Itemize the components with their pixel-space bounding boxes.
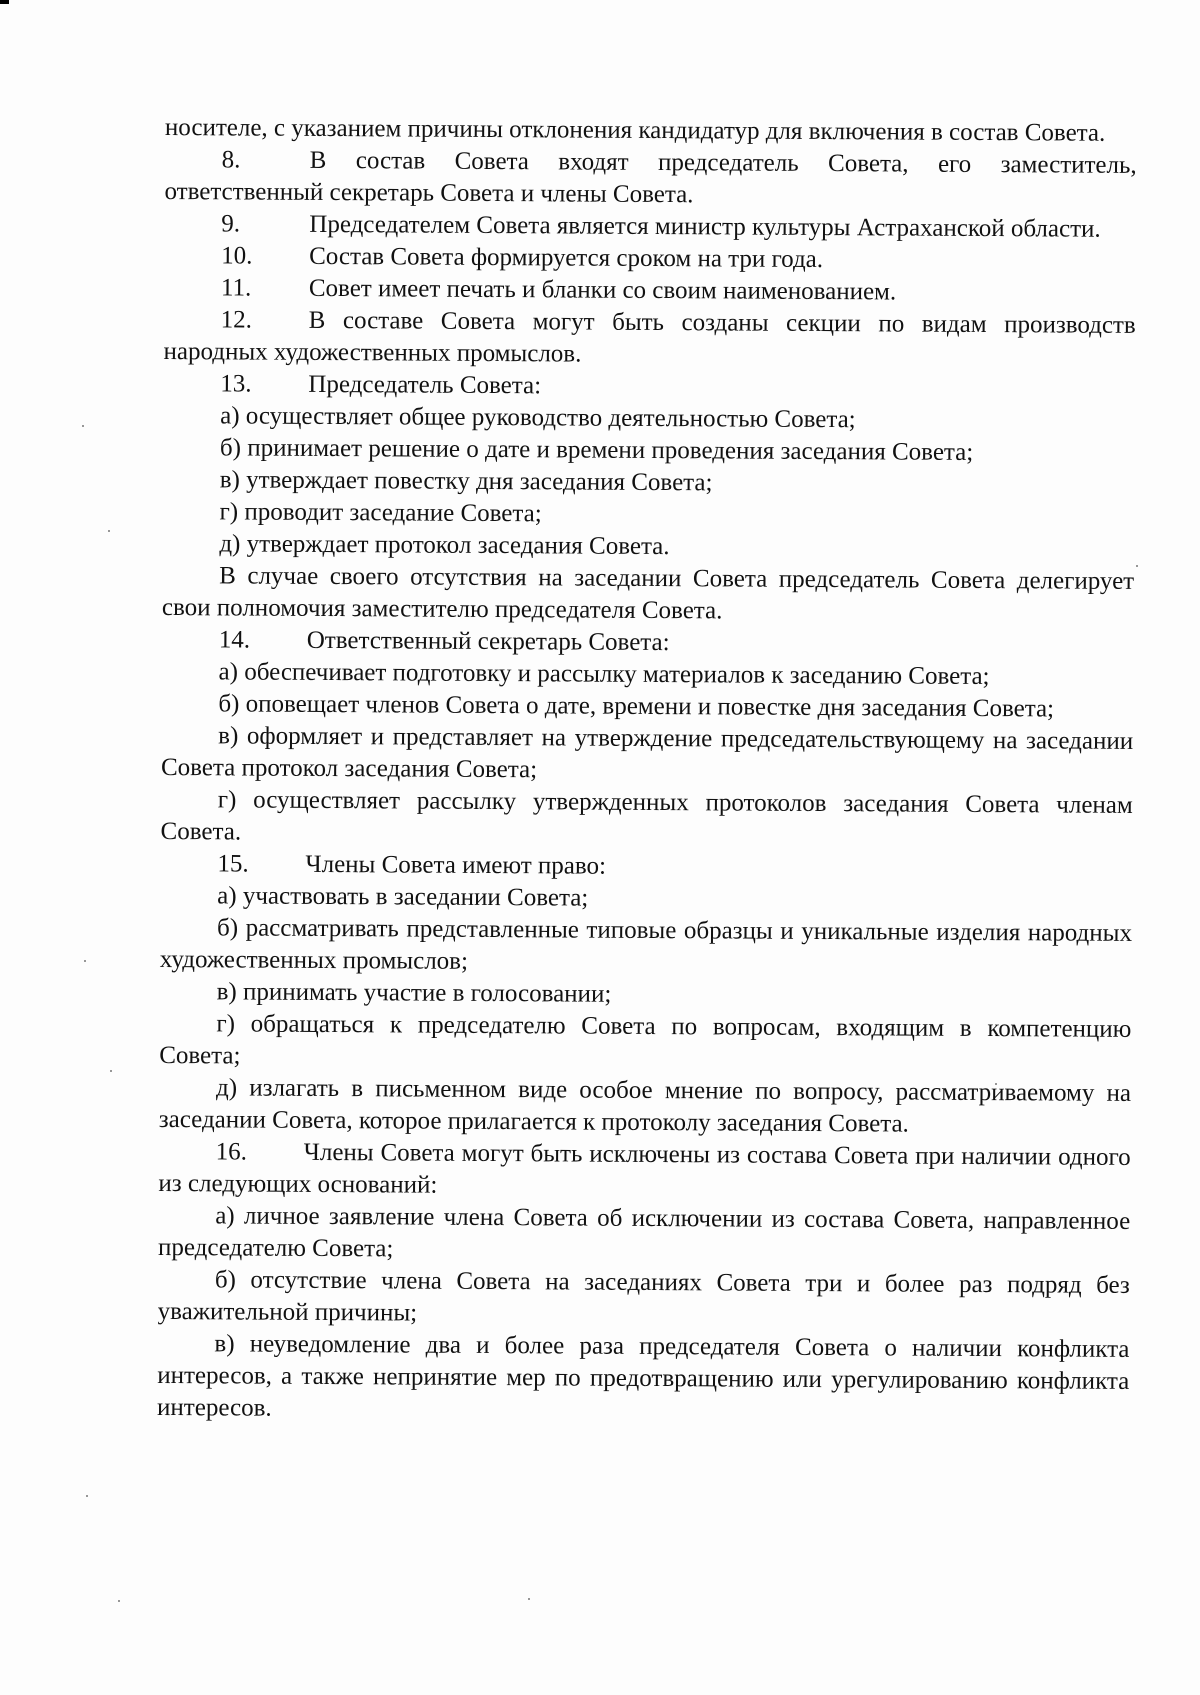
subclause: а) обеспечивает подготовку и рассылку материалов к заседанию Совета; (218, 658, 990, 691)
clause-number: 15. (217, 850, 249, 878)
subclause: б) оповещает членов Совета о дате, времени и повестке дня заседания Совета; (218, 690, 1055, 723)
subclause: г) обращаться к председателю Совета по вопросам, входящим в компетенцию Совета; (159, 1010, 1132, 1070)
clause-number: 8. (221, 146, 241, 174)
subclause: а) участвовать в заседании Совета; (217, 882, 589, 912)
clause-14: 14. Ответственный секретарь Совета: (218, 626, 670, 657)
scan-speck (84, 960, 86, 962)
clause-12: 12. В составе Совета могут быть созданы секции по видам производств народных художественных промыслов. (163, 306, 1136, 368)
subclause: д) утверждает протокол заседания Совета. (219, 530, 670, 561)
subclause: д) излагать в письменном виде особое мнение по вопросу, рассматриваемому на заседании Совета, которое прилагается к протоколу заседания Совета. (158, 1074, 1132, 1138)
clause-number: 12. (220, 306, 253, 334)
paragraph: носителе, с указанием причины отклонения кандидатур для включения в состав Совета. (164, 113, 1106, 147)
clause-15: 15. Члены Совета имеют право: (217, 850, 607, 880)
scan-speck (110, 1070, 112, 1072)
clause-number: 9. (221, 210, 241, 238)
subclause: в) неуведомление два и более раза председателя Совета о наличии конфликта интересов, а также непринятие мер по предотвращению или урегулированию конфликта интересов. (157, 1330, 1130, 1422)
clause-8: 8. В состав Совета входят председатель Совета, его заместитель, ответственный секретарь Совета и члены Совета. (164, 146, 1137, 209)
clause-number: 11. (220, 274, 252, 302)
subclause: а) личное заявление члена Совета об исключении из состава Совета, направленное председателю Совета; (157, 1202, 1131, 1263)
scan-speck (1136, 565, 1138, 567)
clause-9: 9. Председателем Совета является министр культуры Астраханской области. (221, 210, 1101, 243)
scan-edge-mark (0, 0, 9, 4)
subclause: б) рассматривать представленные типовые образцы и уникальные изделия народных художественных промыслов; (159, 914, 1133, 975)
subclause: в) утверждает повестку дня заседания Совета; (219, 466, 713, 497)
clause-10: 10. Состав Совета формируется сроком на три года. (221, 242, 824, 274)
clause-11: 11. Совет имеет печать и бланки со своим наименованием. (220, 274, 897, 306)
subclause: в) принимать участие в голосовании; (216, 978, 612, 1008)
subclause: а) осуществляет общее руководство деятельностью Совета; (220, 402, 856, 434)
clause-number: 14. (218, 626, 251, 654)
paragraph: В случае своего отсутствия на заседании Совета председатель Совета делегирует свои полномочия заместителю председателя Совета. (161, 562, 1135, 625)
clause-number: 10. (221, 242, 253, 270)
scan-speck (108, 530, 110, 532)
subclause: г) проводит заседание Совета; (219, 498, 542, 528)
clause-13: 13. Председатель Совета: (220, 370, 542, 400)
clause-number: 16. (215, 1138, 247, 1166)
document-body (157, 112, 1137, 1430)
scan-speck (86, 1495, 88, 1497)
scan-speck (528, 1598, 530, 1600)
subclause: б) принимает решение о дате и времени проведения заседания Совета; (219, 434, 974, 466)
clause-16: 16. Члены Совета могут быть исключены из состава Совета при наличии одного из следующих оснований: (158, 1138, 1131, 1199)
scan-speck (118, 1600, 120, 1602)
clause-number: 13. (220, 370, 252, 398)
subclause: г) осуществляет рассылку утвержденных протоколов заседания Совета членам Совета. (160, 786, 1133, 846)
subclause: в) оформляет и представляет на утверждение председательствующему на заседании Совета протокол заседания Совета; (160, 722, 1134, 784)
scan-speck (82, 425, 84, 427)
subclause: б) отсутствие члена Совета на заседаниях Совета три и более раз подряд без уважительной причины; (157, 1266, 1130, 1327)
